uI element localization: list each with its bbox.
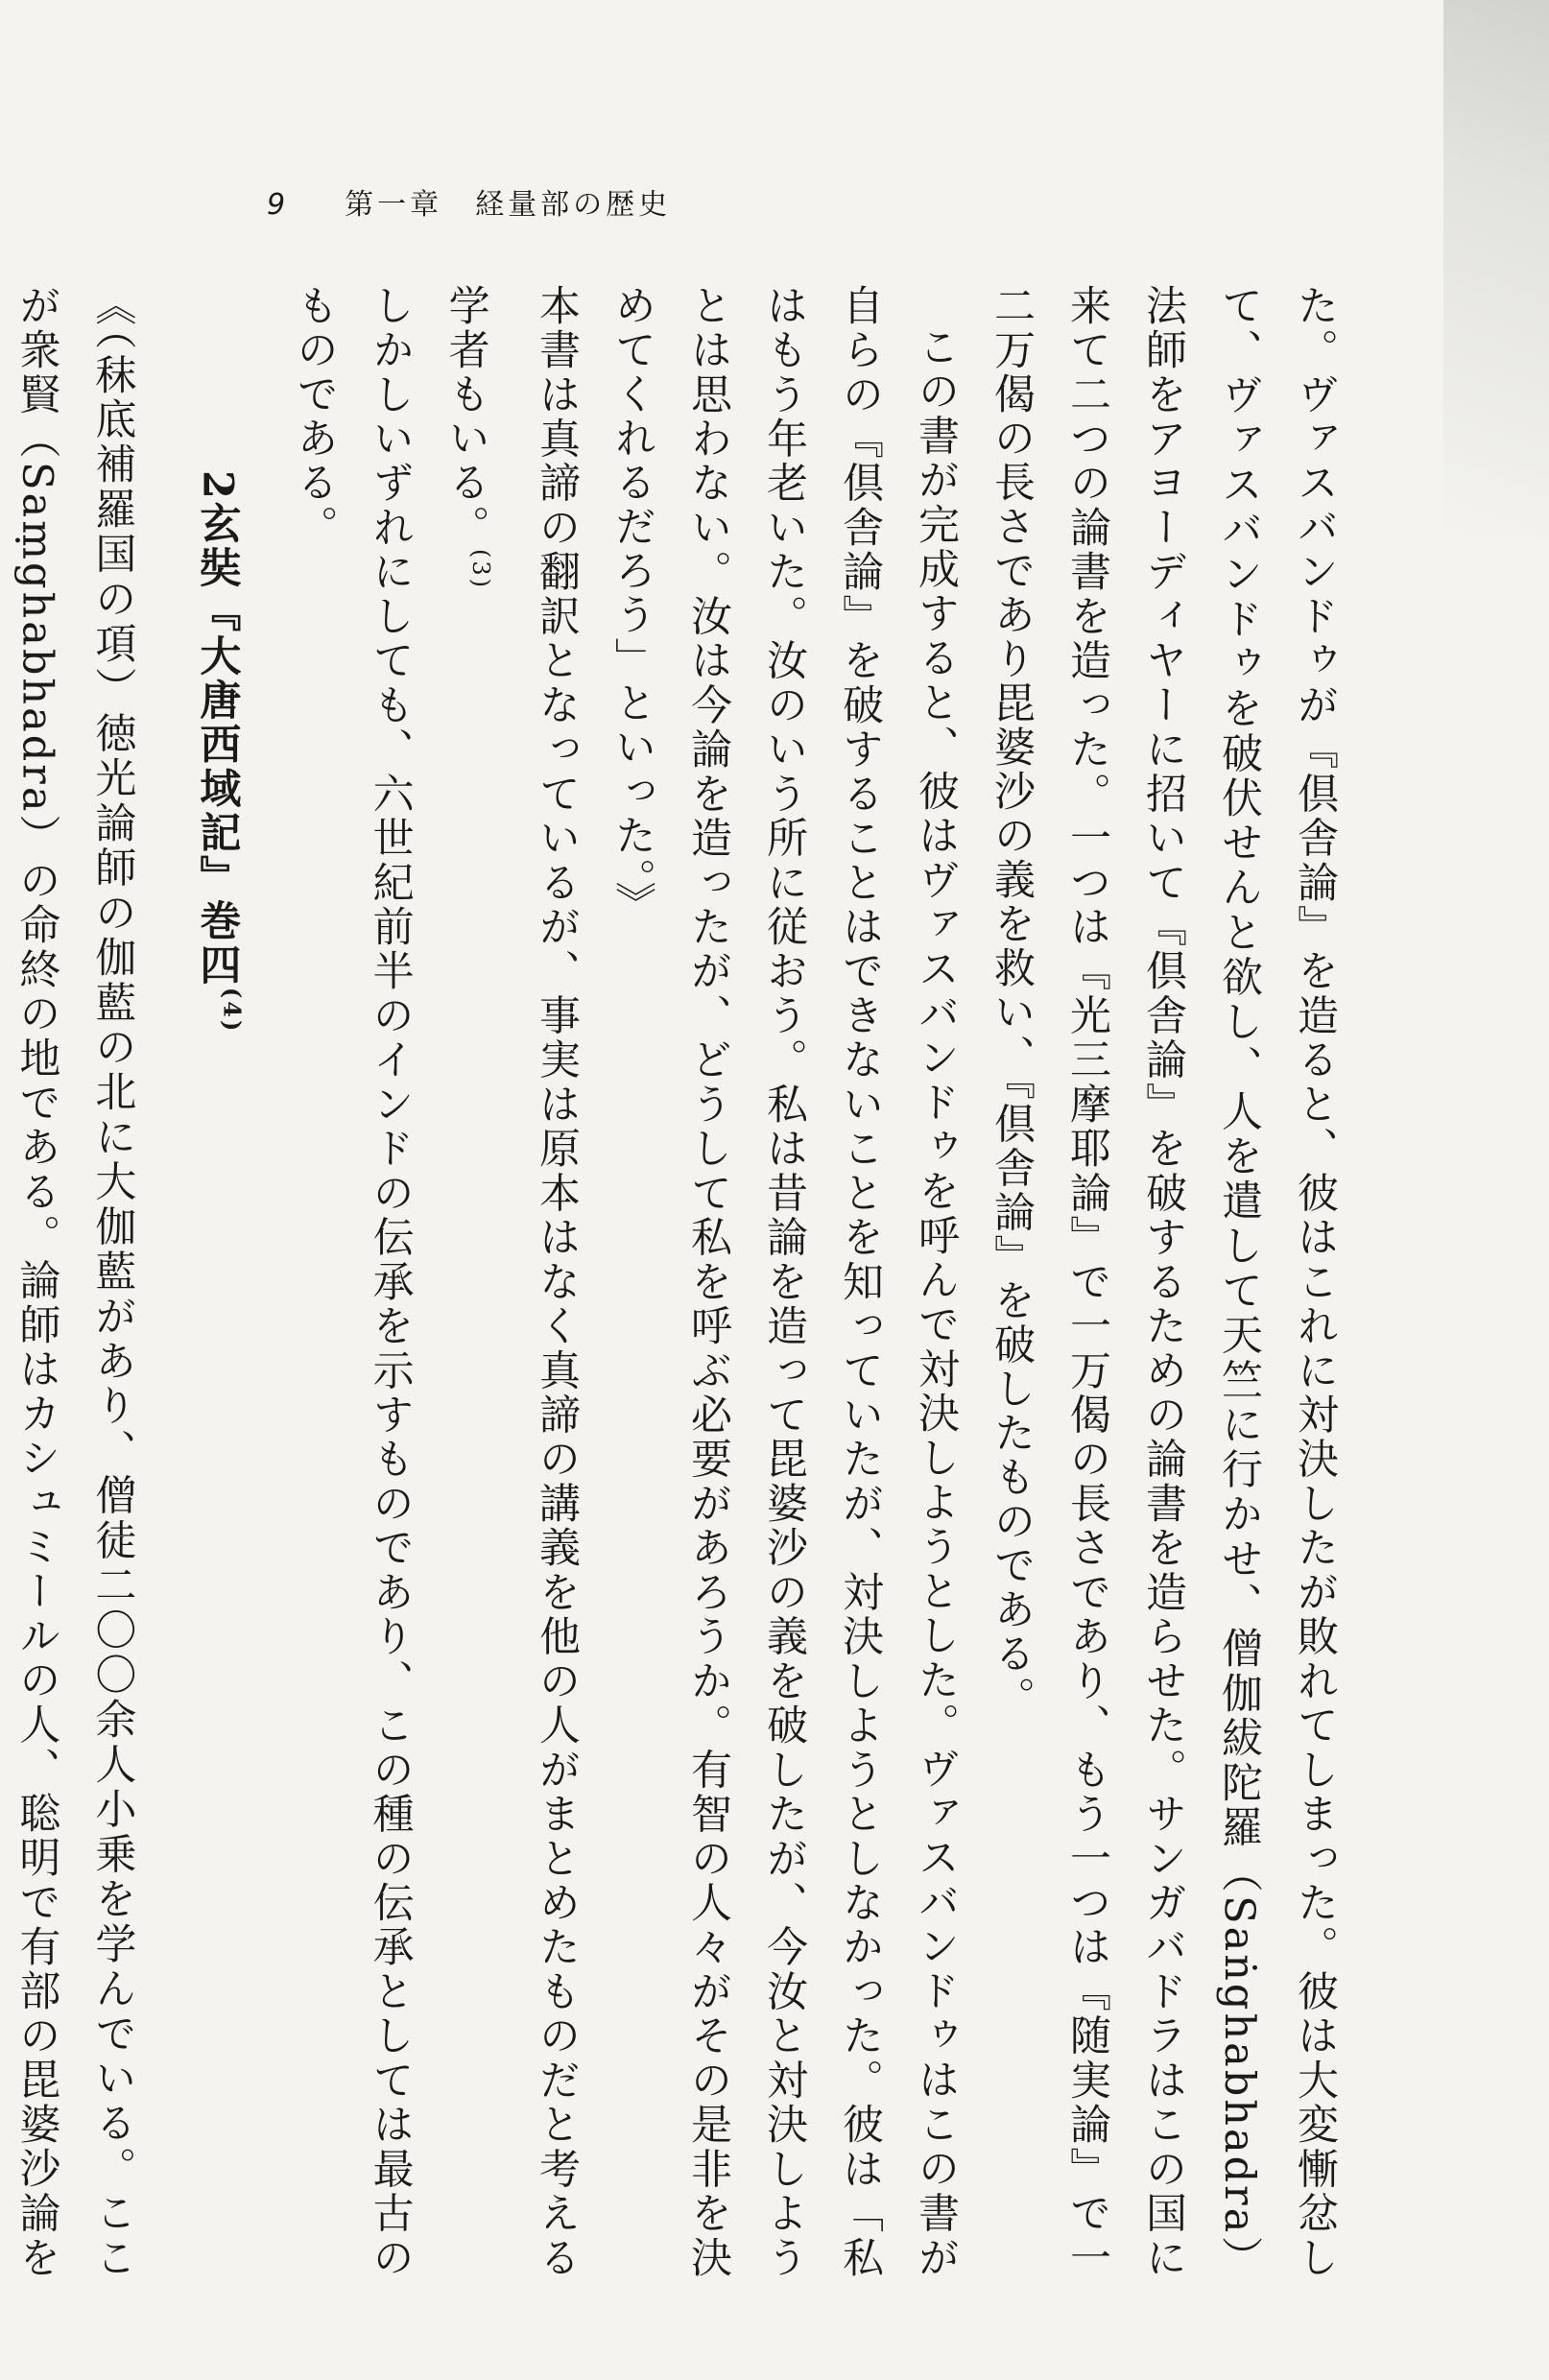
paragraph <box>428 284 594 2280</box>
scan-shadow <box>1443 0 1549 537</box>
page-number: 9 <box>267 188 290 222</box>
body-text <box>12 284 1352 2281</box>
running-head <box>267 180 671 223</box>
paragraph: た。ヴァスバンドゥが『倶舎論』を造ると、彼はこれに対決したが敗れてしまった。彼は大変慚忿して、ヴァスバンドゥを破伏せんと欲し、人を遣して天竺に行かせ、僧伽紱陀羅（Saṅghabhadra）法師をアヨーディヤーに招いて『倶舎論』を破するための論書を造らせた。サンガバドラはこの国に来て二つの論書を造った。一つは『光三摩耶論』で一万偈の長さであり、もう一つは『随実論』で一二万偈の長さであり毘婆沙の義を救い、『倶舎論』を破したものである。 <box>988 284 1339 2281</box>
paragraph-text: 本書は真諦の翻訳となっているが、事実は原本はなく真諦の講義を他の人がまとめたものだと考える学者もいる。 <box>441 284 581 2281</box>
section-heading <box>173 284 275 2280</box>
footnote-marker: (4) <box>218 987 247 1034</box>
footnote-marker: (3) <box>467 549 494 590</box>
paragraph: この書が完成すると、彼はヴァスバンドゥを呼んで対決しようとした。ヴァスバンドゥはこの書が自らの『倶舎論』を破することはできないことを知っていたが、対決しようとしなかった。彼は「私はもう年老いた。汝のいう所に従おう。私は昔論を造って毘婆沙の義を破したが、今汝と対決しようとは思わない。汝は今論を造ったが、どうして私を呼ぶ必要があろうか。有智の人々がその是非を決めてくれるだろう」といった。》 <box>608 284 960 2281</box>
paragraph: しかしいずれにしても、六世紀前半のインドの伝承を示すものであり、この種の伝承としては最古のものである。 <box>290 284 415 2281</box>
chapter-title: 第一章 経量部の歴史 <box>345 188 672 222</box>
section-number: 2 <box>193 469 242 502</box>
section-title: 玄奘『大唐西域記』巻四 <box>193 501 242 988</box>
paragraph: 《（秣底補羅国の項）徳光論師の伽藍の北に大伽藍があり、僧徒二〇〇余人小乗を学んでいる。ここが衆賢（Saṃghabhadra）の命終の地である。論師はカシュミールの人、聡明で有部の毘婆沙論を <box>12 284 137 2280</box>
